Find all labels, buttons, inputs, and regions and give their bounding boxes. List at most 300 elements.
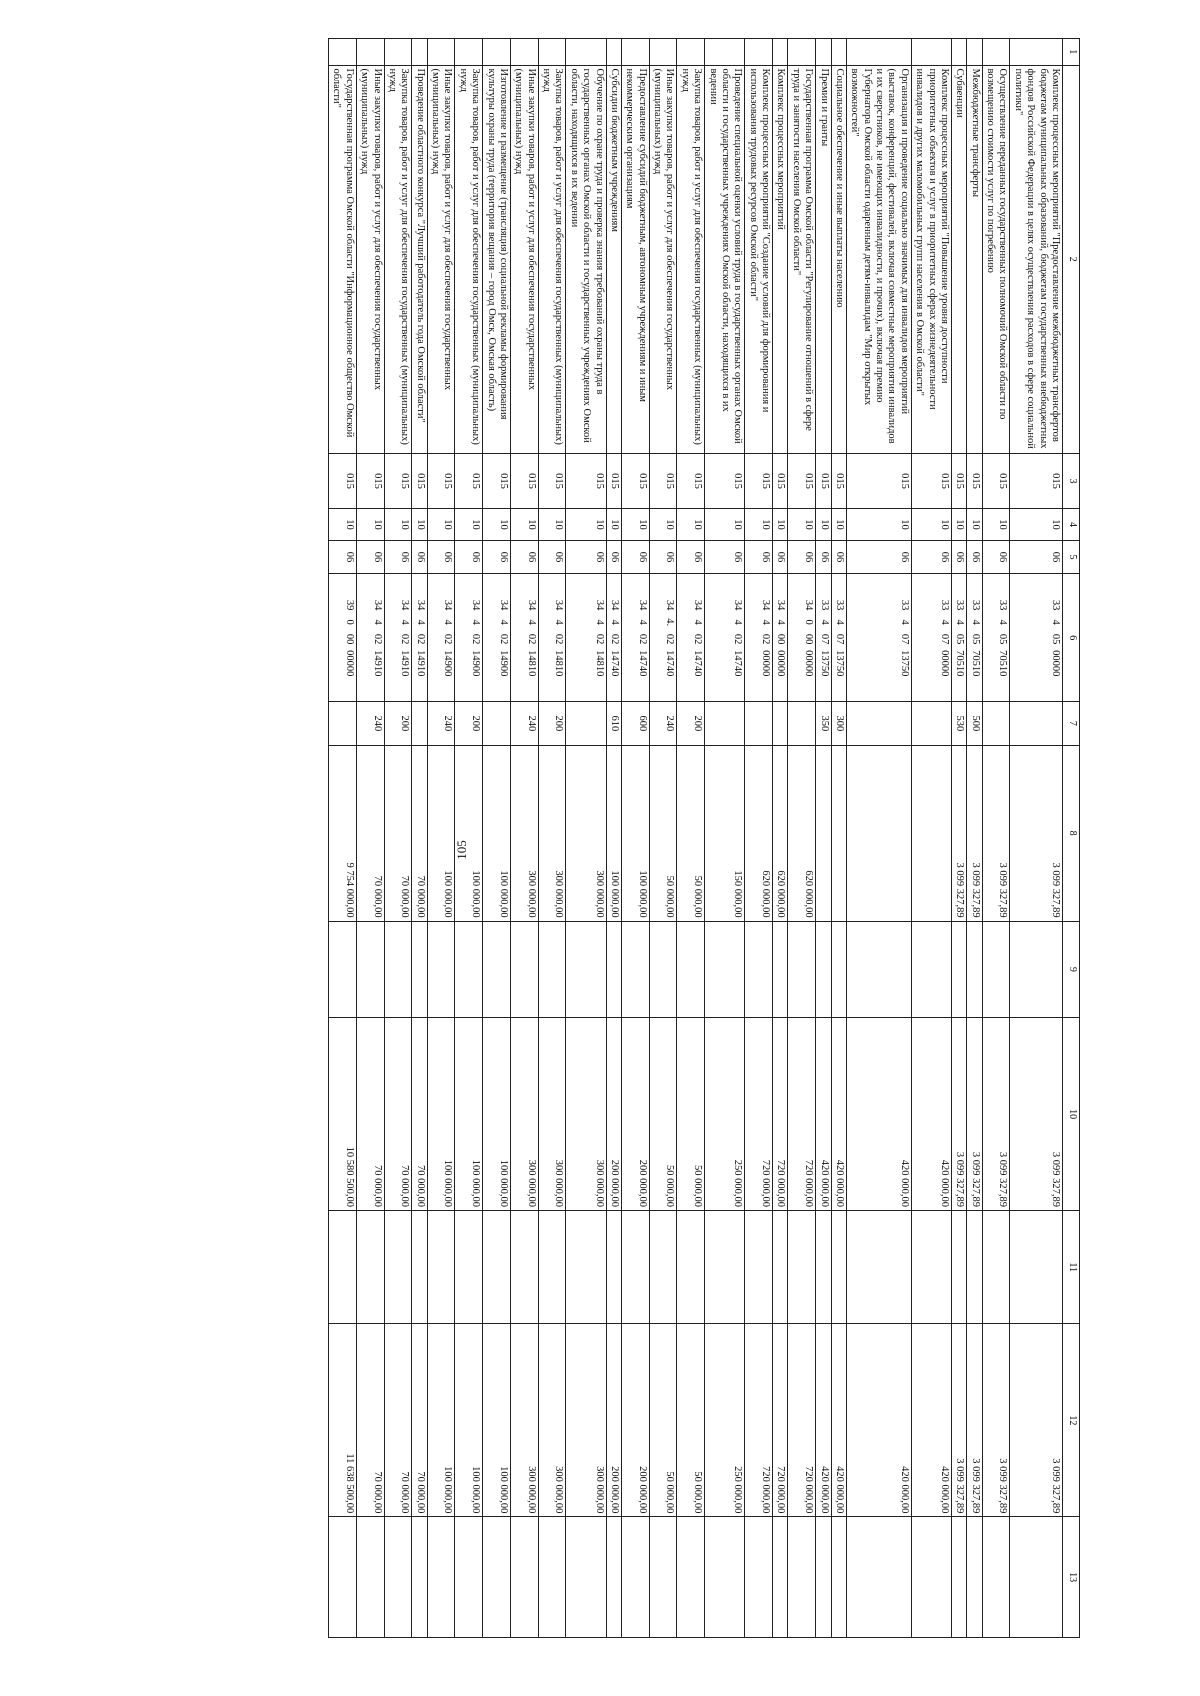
code-part: 4 <box>470 619 482 625</box>
amount-col9-cell <box>412 921 427 1017</box>
amount-col8-cell: 300 000,00 <box>538 745 566 921</box>
code-part: 02 <box>609 633 620 645</box>
amount-col8-cell: 100 000,00 <box>483 745 511 921</box>
code-part: 4 <box>414 619 426 625</box>
section-code-cell: 10 <box>1010 509 1063 540</box>
code-part: 14740 <box>609 650 620 677</box>
expense-type-cell <box>329 702 357 745</box>
ministry-code-cell: 015 <box>412 453 427 508</box>
amount-col13-cell <box>847 1517 912 1638</box>
amount-col8-cell: 50 000,00 <box>677 745 705 921</box>
expense-type-cell: 200 <box>677 702 705 745</box>
row-marker-cell <box>745 39 773 66</box>
section-code-cell: 10 <box>356 509 384 540</box>
row-marker-cell <box>677 39 705 66</box>
expense-type-cell: 600 <box>622 702 650 745</box>
amount-col13-cell <box>412 1517 427 1638</box>
ministry-code-cell: 015 <box>455 453 483 508</box>
row-name-cell: Комплекс процессных мероприятий "Повышение уровня доступности приоритетных объектов и услуг в приоритетных сферах жизнедеятельности инвалидов и других маломобильных групп населения в Омской области" <box>911 65 951 453</box>
amount-col9-cell <box>745 921 773 1017</box>
table-row <box>816 39 831 1638</box>
amount-col13-cell <box>677 1517 705 1638</box>
code-part: 02 <box>553 633 565 645</box>
amount-col11-cell <box>1010 1211 1063 1324</box>
section-code-cell: 10 <box>911 509 951 540</box>
amount-col9-cell <box>788 921 816 1017</box>
expense-type-cell: 240 <box>356 702 384 745</box>
amount-col11-cell <box>911 1211 951 1324</box>
section-code-cell: 10 <box>384 509 412 540</box>
row-marker-cell <box>847 39 912 66</box>
target-article-cell <box>982 574 1010 702</box>
rotated-table-container <box>90 38 1080 1638</box>
amount-col12-cell: 100 000,00 <box>483 1324 511 1517</box>
ministry-code-cell: 015 <box>952 453 967 508</box>
expense-type-cell <box>1010 702 1063 745</box>
code-part: 02 <box>371 633 383 645</box>
ministry-code-cell: 015 <box>677 453 705 508</box>
subsection-code-cell: 06 <box>788 540 816 574</box>
section-code-cell: 10 <box>831 509 846 540</box>
amount-col10-cell: 420 000,00 <box>911 1018 951 1211</box>
subsection-code-cell: 06 <box>455 540 483 574</box>
target-article-cell <box>356 574 384 702</box>
target-article-cell <box>911 574 951 702</box>
target-article-cell <box>773 574 788 702</box>
code-part: 4 <box>1050 619 1061 625</box>
expense-type-cell <box>982 702 1010 745</box>
table-row <box>788 39 816 1638</box>
code-part: 4 <box>818 619 830 625</box>
expense-type-cell: 200 <box>384 702 412 745</box>
row-marker-cell <box>483 39 511 66</box>
code-part: 34 <box>636 599 648 611</box>
section-code-cell: 10 <box>427 509 455 540</box>
section-code-cell: 10 <box>982 509 1010 540</box>
code-part: 4 <box>525 619 537 625</box>
code-part: 70510 <box>954 650 966 677</box>
table-row <box>622 39 650 1638</box>
amount-col9-cell <box>967 921 982 1017</box>
table-row <box>952 39 967 1638</box>
code-part: 00 <box>343 633 355 645</box>
code-part: 34 <box>664 599 676 611</box>
amount-col12-cell: 720 000,00 <box>745 1324 773 1517</box>
column-header: 6 <box>1063 574 1080 702</box>
amount-col11-cell <box>427 1211 455 1324</box>
amount-col11-cell <box>511 1211 539 1324</box>
expense-type-cell <box>911 702 951 745</box>
row-name-cell: Субвенции <box>952 65 967 453</box>
code-part: 4 <box>609 619 620 625</box>
code-part: 13750 <box>898 650 910 677</box>
code-part: 34 <box>525 599 537 611</box>
amount-col12-cell: 200 000,00 <box>606 1324 621 1517</box>
row-marker-cell <box>412 39 427 66</box>
amount-col13-cell <box>511 1517 539 1638</box>
row-name-cell: Предоставление субсидий бюджетным, автономным учреждениям и иным некоммерческим организациям <box>622 65 650 453</box>
code-part: 07 <box>818 633 830 645</box>
expense-type-cell: 610 <box>606 702 621 745</box>
row-marker-cell <box>831 39 846 66</box>
target-article-cell <box>677 574 705 702</box>
code-part: 02 <box>760 633 772 645</box>
amount-col10-cell: 70 000,00 <box>384 1018 412 1211</box>
expense-type-cell: 530 <box>952 702 967 745</box>
code-part: 4 <box>834 619 845 625</box>
expense-type-cell <box>566 702 606 745</box>
expense-type-cell <box>705 702 745 745</box>
amount-col12-cell: 250 000,00 <box>705 1324 745 1517</box>
amount-col13-cell <box>745 1517 773 1638</box>
amount-col11-cell <box>329 1211 357 1324</box>
code-part: 34 <box>732 599 744 611</box>
amount-col8-cell: 50 000,00 <box>649 745 677 921</box>
ministry-code-cell: 015 <box>816 453 831 508</box>
amount-col10-cell: 70 000,00 <box>356 1018 384 1211</box>
amount-col10-cell: 200 000,00 <box>606 1018 621 1211</box>
table-row <box>773 39 788 1638</box>
code-part: 05 <box>1050 633 1061 645</box>
amount-col13-cell <box>384 1517 412 1638</box>
amount-col8-cell: 150 000,00 <box>705 745 745 921</box>
amount-col11-cell <box>745 1211 773 1324</box>
code-part: 4 <box>732 619 744 625</box>
section-code-cell: 10 <box>412 509 427 540</box>
expense-type-cell <box>483 702 511 745</box>
code-part: 14910 <box>414 650 426 677</box>
code-part: 00000 <box>803 650 815 677</box>
target-article-cell <box>384 574 412 702</box>
row-marker-cell <box>622 39 650 66</box>
amount-col9-cell <box>483 921 511 1017</box>
amount-col13-cell <box>705 1517 745 1638</box>
amount-col8-cell: 300 000,00 <box>511 745 539 921</box>
amount-col13-cell <box>606 1517 621 1638</box>
subsection-code-cell: 06 <box>773 540 788 574</box>
subsection-code-cell: 06 <box>412 540 427 574</box>
table-body <box>329 39 1063 1638</box>
code-part: 14740 <box>636 650 648 677</box>
subsection-code-cell: 06 <box>511 540 539 574</box>
amount-col13-cell <box>967 1517 982 1638</box>
code-part: 14900 <box>442 650 454 677</box>
row-name-cell: Проведение областного конкурса "Лучший работодатель года Омской области" <box>412 65 427 453</box>
amount-col13-cell <box>831 1517 846 1638</box>
amount-col9-cell <box>847 921 912 1017</box>
amount-col10-cell: 3 099 327,89 <box>967 1018 982 1211</box>
column-header: 5 <box>1063 540 1080 574</box>
target-article-cell <box>329 574 357 702</box>
code-part: 4 <box>399 619 411 625</box>
target-article-cell <box>483 574 511 702</box>
code-part: 34 <box>470 599 482 611</box>
expense-type-cell: 240 <box>649 702 677 745</box>
amount-col9-cell <box>952 921 967 1017</box>
subsection-code-cell: 06 <box>911 540 951 574</box>
amount-col12-cell: 300 000,00 <box>566 1324 606 1517</box>
code-part: 4 <box>636 619 648 625</box>
code-part: 14740 <box>692 650 704 677</box>
target-article-cell <box>538 574 566 702</box>
amount-col8-cell: 3 099 327,89 <box>952 745 967 921</box>
amount-col13-cell <box>911 1517 951 1638</box>
ministry-code-cell: 015 <box>788 453 816 508</box>
code-part: 4 <box>760 619 772 625</box>
amount-col13-cell <box>356 1517 384 1638</box>
ministry-code-cell: 015 <box>745 453 773 508</box>
code-part: 4 <box>553 619 565 625</box>
code-part: 34 <box>442 599 454 611</box>
amount-col10-cell: 10 580 500,00 <box>329 1018 357 1211</box>
row-name-cell: Иные закупки товаров, работ и услуг для обеспечения государственных (муниципальных) нужд <box>427 65 455 453</box>
target-article-cell <box>606 574 621 702</box>
row-name-cell: Субсидии бюджетным учреждениям <box>606 65 621 453</box>
subsection-code-cell: 06 <box>847 540 912 574</box>
code-part: 05 <box>969 633 981 645</box>
subsection-code-cell: 06 <box>356 540 384 574</box>
amount-col12-cell: 720 000,00 <box>788 1324 816 1517</box>
amount-col8-cell: 70 000,00 <box>412 745 427 921</box>
amount-col13-cell <box>483 1517 511 1638</box>
row-name-cell: Иные закупки товаров, работ и услуг для обеспечения государственных (муниципальных) нужд <box>511 65 539 453</box>
code-part: 33 <box>954 599 966 611</box>
section-code-cell: 10 <box>606 509 621 540</box>
row-name-cell: Осуществление переданных государственных полномочий Омской области по возмещению стоимости услуг по погребению <box>982 65 1010 453</box>
ministry-code-cell: 015 <box>705 453 745 508</box>
row-name-cell: Закупка товаров, работ и услуг для обеспечения государственных (муниципальных) нужд <box>384 65 412 453</box>
row-marker-cell <box>1010 39 1063 66</box>
amount-col10-cell: 70 000,00 <box>412 1018 427 1211</box>
amount-col8-cell: 620 000,00 <box>745 745 773 921</box>
amount-col13-cell <box>649 1517 677 1638</box>
code-part: 00 <box>803 633 815 645</box>
amount-col11-cell <box>483 1211 511 1324</box>
column-header: 4 <box>1063 509 1080 540</box>
code-part: 00000 <box>760 650 772 677</box>
amount-col10-cell: 420 000,00 <box>816 1018 831 1211</box>
code-part: 39 <box>343 599 355 611</box>
table-row <box>538 39 566 1638</box>
code-part: 34 <box>692 599 704 611</box>
subsection-code-cell: 06 <box>606 540 621 574</box>
amount-col8-cell: 9 754 000,00 <box>329 745 357 921</box>
section-code-cell: 10 <box>816 509 831 540</box>
subsection-code-cell: 06 <box>952 540 967 574</box>
section-code-cell: 10 <box>847 509 912 540</box>
amount-col12-cell: 420 000,00 <box>831 1324 846 1517</box>
amount-col11-cell <box>677 1211 705 1324</box>
code-part: 4 <box>498 619 509 625</box>
code-part: 70510 <box>997 650 1009 677</box>
code-part: 02 <box>692 633 704 645</box>
row-marker-cell <box>967 39 982 66</box>
amount-col12-cell: 3 099 327,89 <box>952 1324 967 1517</box>
code-part: 0 <box>343 619 355 625</box>
code-part: 00000 <box>939 650 950 677</box>
section-code-cell: 10 <box>788 509 816 540</box>
target-article-cell <box>566 574 606 702</box>
amount-col9-cell <box>1010 921 1063 1017</box>
row-marker-cell <box>427 39 455 66</box>
section-code-cell: 10 <box>511 509 539 540</box>
code-part: 14900 <box>470 650 482 677</box>
amount-col12-cell: 3 099 327,89 <box>1010 1324 1063 1517</box>
table-row <box>705 39 745 1638</box>
amount-col9-cell <box>816 921 831 1017</box>
amount-col10-cell: 720 000,00 <box>745 1018 773 1211</box>
amount-col12-cell: 3 099 327,89 <box>967 1324 982 1517</box>
amount-col11-cell <box>412 1211 427 1324</box>
amount-col12-cell: 200 000,00 <box>622 1324 650 1517</box>
code-part: 14910 <box>399 650 411 677</box>
ministry-code-cell: 015 <box>566 453 606 508</box>
section-code-cell: 10 <box>483 509 511 540</box>
section-code-cell: 10 <box>455 509 483 540</box>
code-part: 07 <box>898 633 910 645</box>
amount-col11-cell <box>356 1211 384 1324</box>
code-part: 0 <box>803 619 815 625</box>
table-row <box>483 39 511 1638</box>
subsection-code-cell: 06 <box>677 540 705 574</box>
code-part: 02 <box>498 633 509 645</box>
row-name-cell: Государственная программа Омской области "Регулирование отношений в сфере труда и занятости населения Омской области" <box>788 65 816 453</box>
table-row <box>911 39 951 1638</box>
row-name-cell: Организация и проведение социально значимых для инвалидов мероприятий (выставок, конференций, фестивалей, включая совместные мероприятия инвалидов и их сверстников, не имеющих инвалидности, и прочих), включая премию Губернатора Омской области одаренным детям-инвалидам "Мир открытых возможностей" <box>847 65 912 453</box>
amount-col11-cell <box>538 1211 566 1324</box>
table-row <box>427 39 455 1638</box>
row-marker-cell <box>911 39 951 66</box>
row-name-cell: Межбюджетные трансферты <box>967 65 982 453</box>
row-name-cell: Комплекс процессных мероприятий "Предоставление межбюджетных трансфертов бюджетам муниципальных образований, бюджетам государственных внебюджетных фондов Российской Федерации в целях осуществления расходов в сфере социальной политики" <box>1010 65 1063 453</box>
amount-col12-cell: 420 000,00 <box>816 1324 831 1517</box>
row-name-cell: Иные закупки товаров, работ и услуг для обеспечения государственных (муниципальных) нужд <box>649 65 677 453</box>
expense-type-cell: 500 <box>967 702 982 745</box>
code-part: 33 <box>969 599 981 611</box>
ministry-code-cell: 015 <box>483 453 511 508</box>
code-part: 4 <box>898 619 910 625</box>
amount-col12-cell: 300 000,00 <box>511 1324 539 1517</box>
amount-col9-cell <box>427 921 455 1017</box>
amount-col12-cell: 70 000,00 <box>412 1324 427 1517</box>
amount-col9-cell <box>566 921 606 1017</box>
column-header: 9 <box>1063 921 1080 1017</box>
section-code-cell: 10 <box>538 509 566 540</box>
amount-col10-cell: 300 000,00 <box>511 1018 539 1211</box>
amount-col13-cell <box>455 1517 483 1638</box>
amount-col10-cell: 420 000,00 <box>847 1018 912 1211</box>
row-marker-cell <box>952 39 967 66</box>
row-name-cell: Закупка товаров, работ и услуг для обеспечения государственных (муниципальных) нужд <box>677 65 705 453</box>
table-row <box>455 39 483 1638</box>
amount-col11-cell <box>847 1211 912 1324</box>
subsection-code-cell: 06 <box>538 540 566 574</box>
target-article-cell <box>967 574 982 702</box>
code-part: 34 <box>399 599 411 611</box>
ministry-code-cell: 015 <box>831 453 846 508</box>
code-part: 33 <box>898 599 910 611</box>
code-part: 14810 <box>525 650 537 677</box>
amount-col11-cell <box>705 1211 745 1324</box>
target-article-cell <box>745 574 773 702</box>
expense-type-cell: 200 <box>538 702 566 745</box>
table-row <box>1010 39 1063 1638</box>
amount-col8-cell: 3 099 327,89 <box>967 745 982 921</box>
code-part: 02 <box>636 633 648 645</box>
amount-col9-cell <box>455 921 483 1017</box>
row-name-cell: Комплекс процессных мероприятий "Создание условий для формирования и использования трудовых ресурсов Омской области" <box>745 65 773 453</box>
code-part: 14910 <box>371 650 383 677</box>
code-part: 00000 <box>343 650 355 677</box>
subsection-code-cell: 06 <box>982 540 1010 574</box>
subsection-code-cell: 06 <box>566 540 606 574</box>
code-part: 02 <box>664 633 676 645</box>
amount-col9-cell <box>649 921 677 1017</box>
row-name-cell: Закупка товаров, работ и услуг для обеспечения государственных (муниципальных) нужд <box>455 65 483 453</box>
code-part: 4 <box>692 619 704 625</box>
subsection-code-cell: 06 <box>329 540 357 574</box>
target-article-cell <box>455 574 483 702</box>
ministry-code-cell: 015 <box>329 453 357 508</box>
ministry-code-cell: 015 <box>1010 453 1063 508</box>
row-marker-cell <box>705 39 745 66</box>
expense-type-cell <box>788 702 816 745</box>
subsection-code-cell: 06 <box>1010 540 1063 574</box>
column-header: 7 <box>1063 702 1080 745</box>
amount-col13-cell <box>788 1517 816 1638</box>
amount-col8-cell: 70 000,00 <box>384 745 412 921</box>
ministry-code-cell: 015 <box>356 453 384 508</box>
amount-col13-cell <box>538 1517 566 1638</box>
subsection-code-cell: 06 <box>649 540 677 574</box>
code-part: 05 <box>954 633 966 645</box>
amount-col8-cell: 300 000,00 <box>566 745 606 921</box>
target-article-cell <box>847 574 912 702</box>
target-article-cell <box>427 574 455 702</box>
table-row <box>847 39 912 1638</box>
amount-col10-cell: 100 000,00 <box>455 1018 483 1211</box>
amount-col13-cell <box>952 1517 967 1638</box>
amount-col10-cell: 3 099 327,89 <box>982 1018 1010 1211</box>
amount-col12-cell: 720 000,00 <box>773 1324 788 1517</box>
code-part: 07 <box>834 633 845 645</box>
amount-col12-cell: 70 000,00 <box>384 1324 412 1517</box>
amount-col10-cell: 50 000,00 <box>649 1018 677 1211</box>
code-part: 4 <box>939 619 950 625</box>
row-marker-cell <box>455 39 483 66</box>
target-article-cell <box>705 574 745 702</box>
subsection-code-cell: 06 <box>967 540 982 574</box>
ministry-code-cell: 015 <box>967 453 982 508</box>
table-row <box>566 39 606 1638</box>
amount-col12-cell: 420 000,00 <box>847 1324 912 1517</box>
amount-col11-cell <box>788 1211 816 1324</box>
amount-col9-cell <box>677 921 705 1017</box>
row-marker-cell <box>816 39 831 66</box>
row-name-cell: Изготовление и размещение (трансляция) социальной рекламы формирования культуры охраны труда (территория вещания – город Омск, Омская область) <box>483 65 511 453</box>
amount-col12-cell: 300 000,00 <box>538 1324 566 1517</box>
amount-col8-cell: 100 000,00 <box>622 745 650 921</box>
amount-col12-cell: 3 099 327,89 <box>982 1324 1010 1517</box>
section-code-cell: 10 <box>677 509 705 540</box>
row-name-cell: Социальное обеспечение и иные выплаты населению <box>831 65 846 453</box>
amount-col9-cell <box>511 921 539 1017</box>
code-part: 4 <box>775 619 787 625</box>
code-part: 14900 <box>498 650 509 677</box>
amount-col10-cell: 100 000,00 <box>483 1018 511 1211</box>
amount-col13-cell <box>816 1517 831 1638</box>
amount-col11-cell <box>831 1211 846 1324</box>
